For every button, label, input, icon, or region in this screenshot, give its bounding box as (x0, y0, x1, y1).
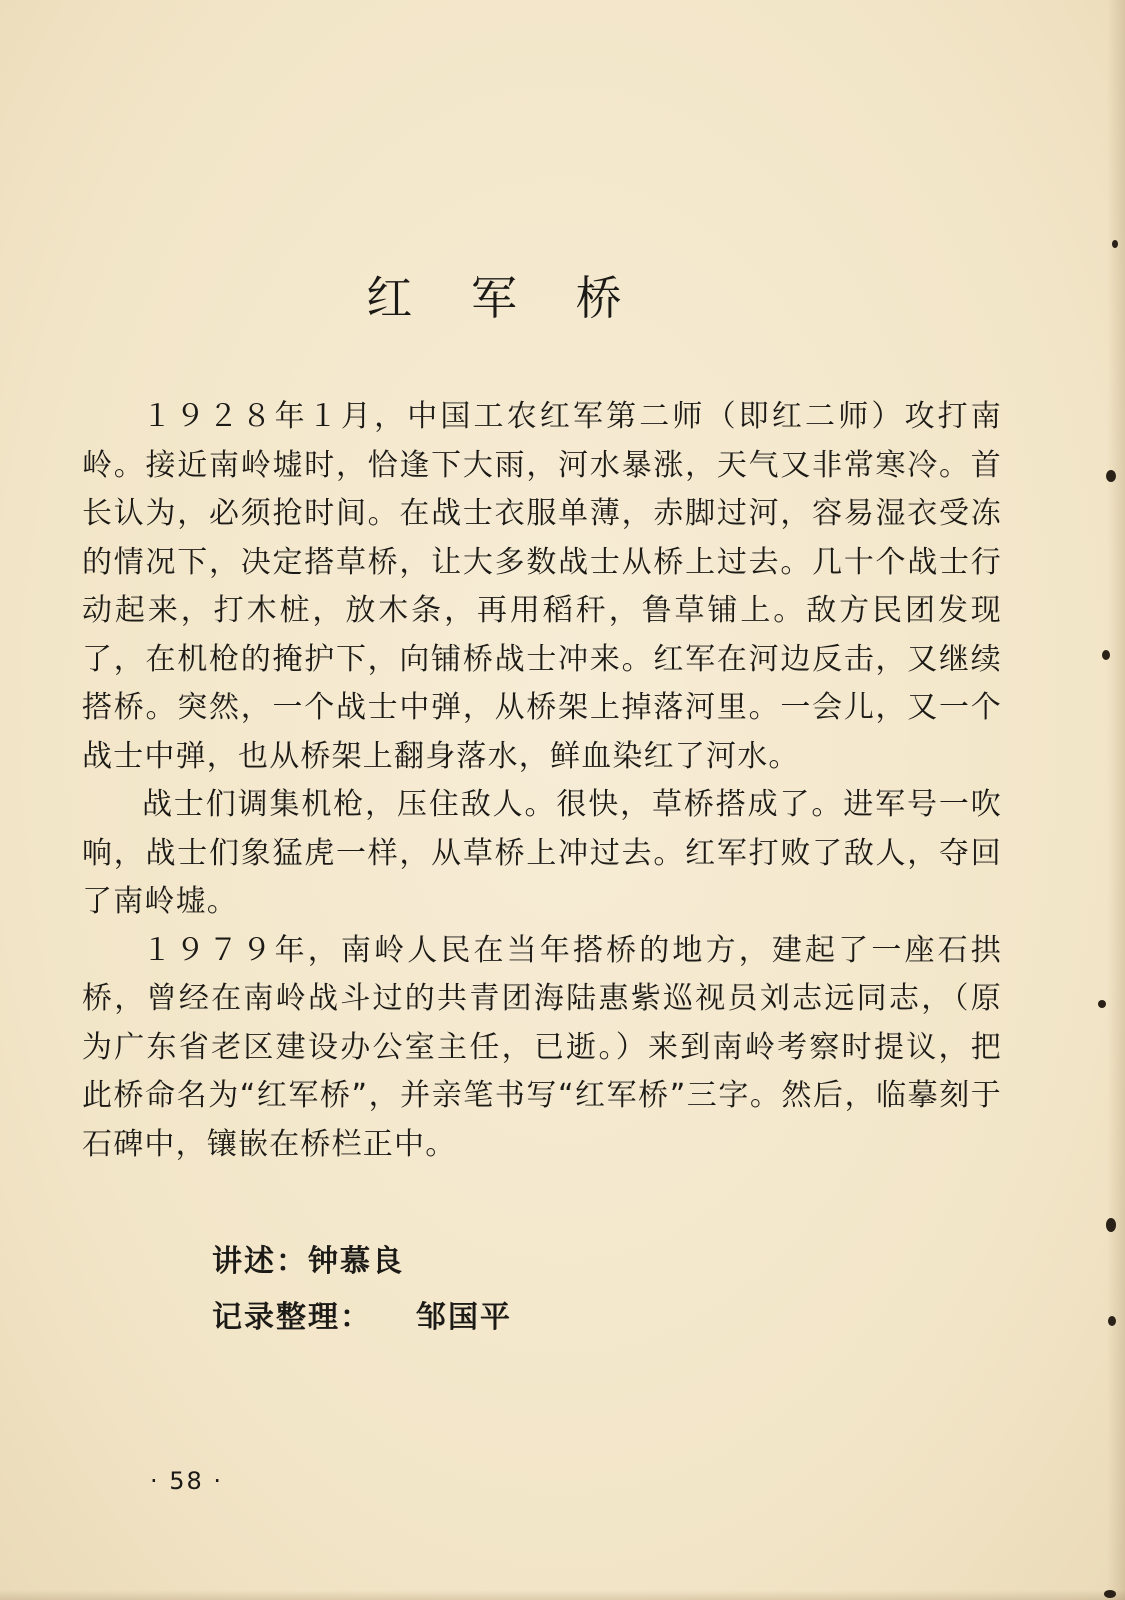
ink-spot (1108, 1316, 1116, 1326)
page-number: · 58 · (150, 1467, 224, 1495)
narrator-label: 讲述： (212, 1244, 308, 1279)
narrator-name: 钟慕良 (308, 1244, 404, 1279)
article-body (82, 393, 1002, 1169)
ink-spot (1102, 650, 1110, 660)
recorder-label: 记录整理： (212, 1300, 372, 1335)
recorder-line (212, 1290, 512, 1346)
credits (212, 1234, 512, 1346)
ink-spot (1106, 470, 1116, 482)
ink-spot (1098, 1000, 1106, 1008)
paragraph-2: 战士们调集机枪，压住敌人。很快，草桥搭成了。进军号一吹响，战士们象猛虎一样，从草桥上冲过去。红军打败了敌人，夺回了南岭墟。 (82, 787, 1002, 919)
ink-spot (1104, 1590, 1116, 1598)
paragraph-3: １９７９年，南岭人民在当年搭桥的地方，建起了一座石拱桥，曾经在南岭战斗过的共青团海陆惠紫巡视员刘志远同志，（原为广东省老区建设办公室主任，已逝。）来到南岭考察时提议，把此桥命名为“红军桥”，并亲笔书写“红军桥”三字。然后，临摹刻于石碑中，镶嵌在桥栏正中。 (82, 932, 1002, 1162)
page-bottom-shadow (0, 1590, 1125, 1600)
page-title: 红 军 桥 (366, 271, 644, 325)
ink-spot (1106, 1218, 1116, 1232)
ink-spot (1112, 240, 1118, 248)
paragraph-1: １９２８年１月，中国工农红军第二师（即红二师）攻打南岭。接近南岭墟时，恰逢下大雨，河水暴涨，天气又非常寒冷。首长认为，必须抢时间。在战士衣服单薄，赤脚过河，容易湿衣受冻的情况下，决定搭草桥，让大多数战士从桥上过去。几十个战士行动起来，打木桩，放木条，再用稻秆，鲁草铺上。敌方民团发现了，在机枪的掩护下，向铺桥战士冲来。红军在河边反击，又继续搭桥。突然，一个战士中弹，从桥架上掉落河里。一会儿，又一个战士中弹，也从桥架上翻身落水，鲜血染红了河水。 (82, 399, 1002, 774)
recorder-name: 邹国平 (416, 1300, 512, 1335)
narrator-line (212, 1234, 512, 1290)
